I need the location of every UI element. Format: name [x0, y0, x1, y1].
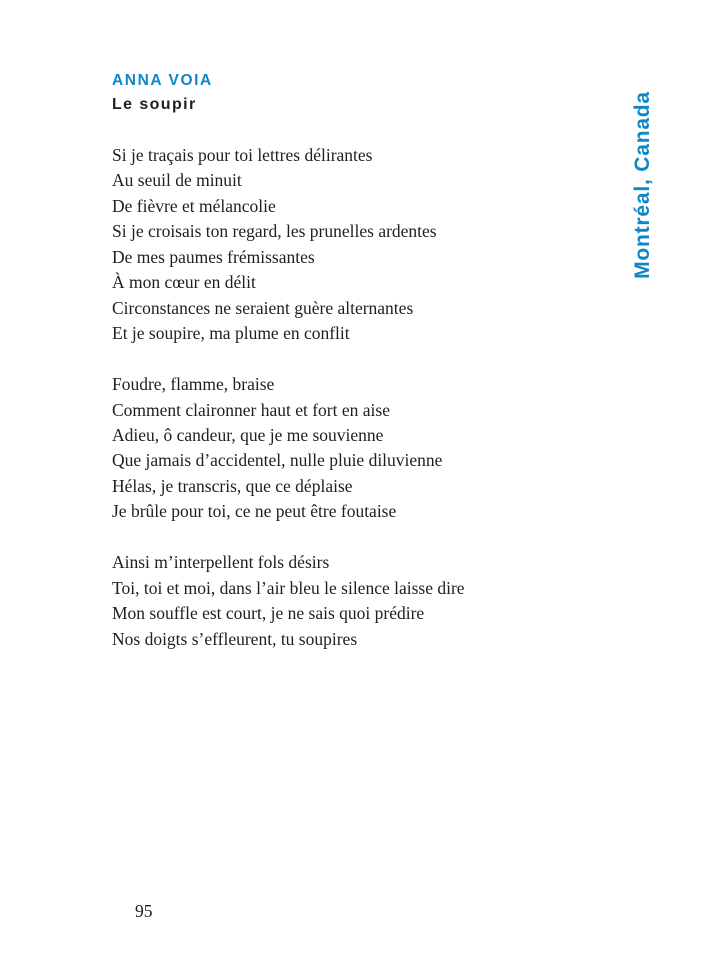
- poem-line: Si je traçais pour toi lettres délirantes: [112, 145, 373, 165]
- page-number: 95: [135, 901, 153, 921]
- margin-note-location: Montréal, Canada: [631, 91, 654, 279]
- poem-line: De mes paumes frémissantes: [112, 246, 315, 267]
- poem-line: Si je croisais ton regard, les prunelles ardentes: [112, 221, 437, 242]
- poem-body: [112, 143, 465, 677]
- poem-line: À mon cœur en délit: [112, 272, 256, 293]
- stanza-3: [112, 550, 465, 652]
- poem-line: Hélas, je transcris, que ce déplaise: [112, 475, 353, 496]
- stanza-1: [112, 143, 465, 347]
- poem-line: Je brûle pour toi, ce ne peut être foutaise: [112, 501, 397, 522]
- poem-line: Nos doigts s’effleurent, tu soupires: [112, 628, 358, 649]
- author-name: ANNA VOIA: [112, 72, 213, 89]
- poem-line: Adieu, ô candeur, que je me souvienne: [112, 424, 384, 445]
- stanza-2: [112, 372, 465, 525]
- poem-line: Au seuil de minuit: [112, 170, 242, 191]
- poem-line: Comment claironner haut et fort en aise: [112, 399, 390, 420]
- poem-line: Et je soupire, ma plume en conflit: [112, 323, 350, 344]
- poem-line: Mon souffle est court, je ne sais quoi prédire: [112, 603, 425, 624]
- poem-line: Toi, toi et moi, dans l’air bleu le silence laisse dire: [112, 577, 465, 598]
- poem-line: De fièvre et mélancolie: [112, 195, 276, 216]
- poem-line: Foudre, flamme, braise: [112, 374, 275, 395]
- poem-line: Circonstances ne seraient guère alternantes: [112, 297, 414, 318]
- poem-line: Que jamais d’accidentel, nulle pluie diluvienne: [112, 450, 443, 471]
- poem-line: Ainsi m’interpellent fols désirs: [112, 552, 330, 573]
- poem-title: Le soupir: [112, 96, 197, 113]
